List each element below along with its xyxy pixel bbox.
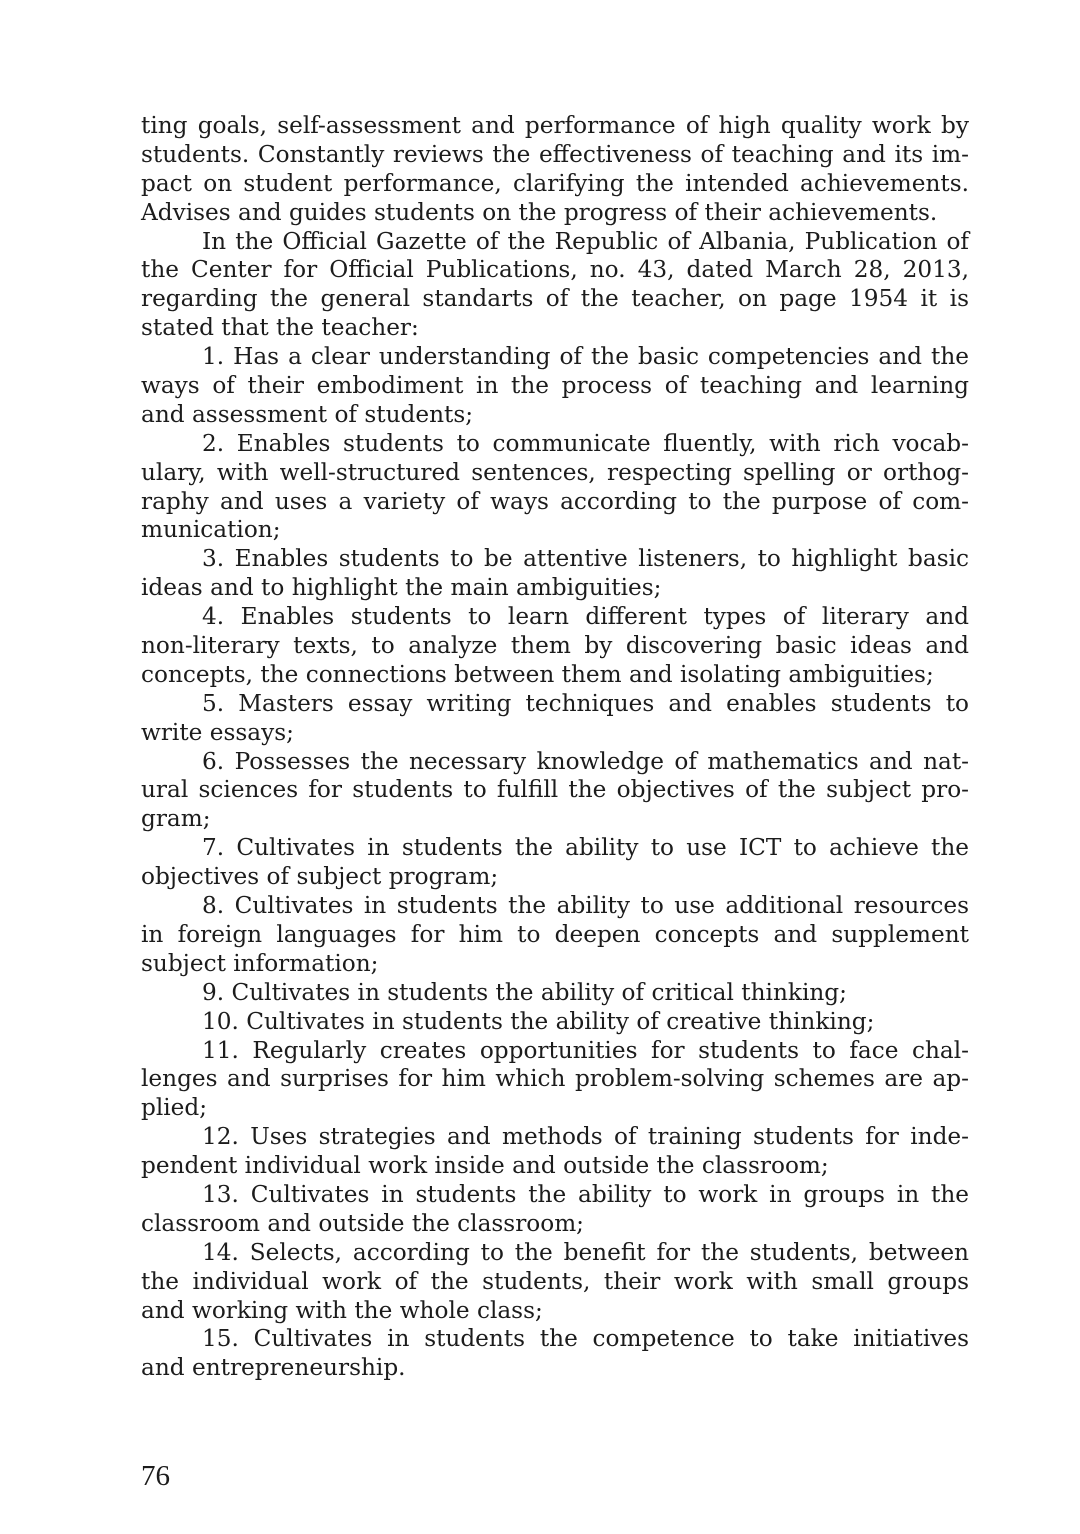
text-line: 13. Cultivates in students the ability to work in groups in the xyxy=(202,1180,969,1208)
text-line: 2. Enables students to communicate fluently, with rich vocab- xyxy=(202,429,969,457)
text-line: raphy and uses a variety of ways according to the purpose of com- xyxy=(141,487,969,515)
text-line: ting goals, self-assessment and performance of high quality work by xyxy=(141,112,969,139)
text-line: In the Official Gazette of the Republic of Albania, Publication of xyxy=(202,227,969,255)
text-line: the Center for Official Publications, no. 43, dated March 28, 2013, xyxy=(141,256,969,284)
text-line: 12. Uses strategies and methods of training students for inde- xyxy=(202,1123,969,1151)
text-line: and working with the whole class; xyxy=(141,1296,543,1324)
text-line: ideas and to highlight the main ambiguities; xyxy=(141,574,662,602)
text-line: ural sciences for students to fulfill the objectives of the subject pro- xyxy=(141,776,969,804)
text-line: Advises and guides students on the progress of their achievements. xyxy=(141,198,938,226)
text-line: 14. Selects, according to the benefit for the students, between xyxy=(202,1238,969,1266)
text-line: 9. Cultivates in students the ability of critical thinking; xyxy=(202,978,847,1006)
text-line: and entrepreneurship. xyxy=(141,1354,406,1382)
text-line: plied; xyxy=(141,1094,208,1122)
body-text xyxy=(141,112,969,1383)
text-line: 3. Enables students to be attentive listeners, to highlight basic xyxy=(202,545,969,573)
text-line: 5. Masters essay writing techniques and enables students to xyxy=(202,689,969,717)
page-number: 76 xyxy=(141,1460,170,1492)
text-line: 11. Regularly creates opportunities for students to face chal- xyxy=(202,1036,969,1064)
text-line: write essays; xyxy=(141,718,294,746)
text-line: 4. Enables students to learn different types of literary and xyxy=(202,603,969,631)
text-line: 8. Cultivates in students the ability to use additional resources xyxy=(202,892,969,920)
text-line: and assessment of students; xyxy=(141,400,474,428)
text-line: the individual work of the students, their work with small groups xyxy=(141,1267,969,1295)
text-line: classroom and outside the classroom; xyxy=(141,1209,584,1237)
text-line: ulary, with well-structured sentences, respecting spelling or orthog- xyxy=(141,458,969,486)
text-line: students. Constantly reviews the effectiveness of teaching and its im- xyxy=(141,140,969,168)
text-line: munication; xyxy=(141,516,281,544)
text-line: gram; xyxy=(141,805,211,833)
text-line: 6. Possesses the necessary knowledge of mathematics and nat- xyxy=(202,747,969,775)
text-line: objectives of subject program; xyxy=(141,863,499,891)
text-line: 7. Cultivates in students the ability to use ICT to achieve the xyxy=(202,834,969,862)
text-line: ways of their embodiment in the process of teaching and learning xyxy=(141,372,969,400)
text-line: in foreign languages for him to deepen concepts and supplement xyxy=(141,920,969,948)
text-line: regarding the general standarts of the teacher, on page 1954 it is xyxy=(141,285,969,313)
text-line: lenges and surprises for him which problem-solving schemes are ap- xyxy=(141,1065,969,1093)
text-line: concepts, the connections between them and isolating ambiguities; xyxy=(141,660,934,688)
text-line: 15. Cultivates in students the competence to take initiatives xyxy=(202,1325,969,1353)
text-line: stated that the teacher: xyxy=(141,314,419,342)
text-line: non-literary texts, to analyze them by discovering basic ideas and xyxy=(141,632,969,660)
text-line: pact on student performance, clarifying the intended achievements. xyxy=(141,169,969,197)
text-line: subject information; xyxy=(141,949,379,977)
text-line: pendent individual work inside and outside the classroom; xyxy=(141,1152,829,1180)
text-line: 10. Cultivates in students the ability of creative thinking; xyxy=(202,1007,875,1035)
text-line: 1. Has a clear understanding of the basic competencies and the xyxy=(202,343,969,371)
